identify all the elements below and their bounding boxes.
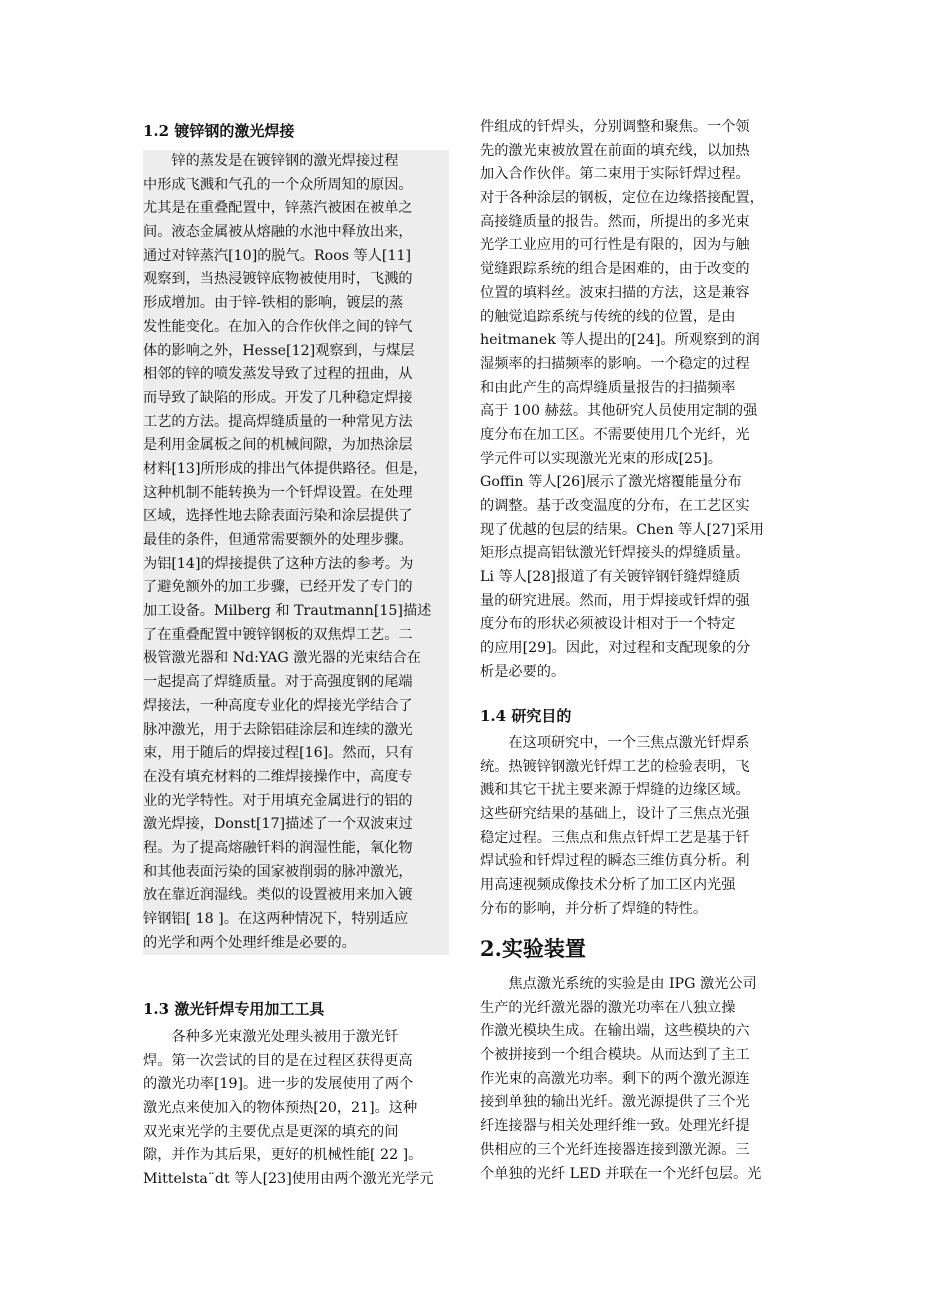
text-line: 纤连接器与相关处理纤维一致。处理光纤提 [480,1118,750,1135]
text-line: 焊。第一次尝试的目的是在过程区获得更高 [143,1052,413,1069]
text-line: Li 等人[28]报道了有关镀锌钢钎缝焊缝质 [480,569,741,586]
text-line: 极管激光器和 Nd:YAG 激光器的光束结合在 [143,647,449,671]
text-line: 度分布的形状必须被设计相对于一个特定 [480,616,736,633]
text-line: 溅和其它干扰主要来源于焊缝的边缘区域。 [480,782,750,799]
text-line: 激光点来使加入的物体预热[20，21]。这种 [143,1100,418,1117]
text-line: 脉冲激光，用于去除铝硅涂层和连续的激光 [143,719,449,743]
text-line: 激光焊接，Donst[17]描述了一个双波束过 [143,813,449,837]
text-line: 间。液态金属被从熔融的水池中释放出来， [143,221,449,245]
text-line: 作激光模块生成。在输出端，这些模块的六 [480,1023,750,1040]
text-line: 件组成的钎焊头，分别调整和聚焦。一个领 [480,119,750,135]
text-line: 析是必要的。 [480,663,566,680]
text-line: 湿频率的扫描频率的影响。一个稳定的过程 [480,355,750,372]
text-line: Mittelsta¨dt 等人[23]使用由两个激光光学元 [143,1171,434,1188]
text-line: 统。热镀锌钢激光钎焊工艺的检验表明，飞 [480,758,750,775]
text-line: 材料[13]所形成的排出气体提供路径。但是， [143,458,449,482]
text-line: 一起提高了焊缝质量。对于高强度钢的尾端 [143,671,449,695]
section-heading-2: 2.实验装置 [480,936,586,961]
text-line: 焊接法，一种高度专业化的焊接光学结合了 [143,695,449,719]
text-line: 观察到，当热浸镀锌底物被使用时，飞溅的 [143,268,449,292]
text-line: 稳定过程。三焦点和焦点钎焊工艺是基于钎 [480,829,750,846]
text-line: 了避免额外的加工步骤，已经开发了专门的 [143,576,449,600]
text-line: 高于 100 赫兹。其他研究人员使用定制的强 [480,403,758,420]
text-line: 的激光功率[19]。进一步的发展使用了两个 [143,1076,414,1093]
text-line: 接到单独的输出光纤。激光源提供了三个光 [480,1094,750,1111]
text-line: 加入合作伙伴。第二束用于实际钎焊过程。 [480,166,750,183]
text-line: 各种多光束激光处理头被用于激光钎 [143,1029,399,1045]
text-line: 光学工业应用的可行性是有限的，因为与触 [480,237,750,254]
section-body-continued [480,116,786,685]
text-line: 这种机制不能转换为一个钎焊设置。在处理 [143,482,449,506]
section-body-1-3 [143,1026,449,1192]
text-line: heitmanek 等人提出的[24]。所观察到的润 [480,332,760,349]
text-line: 而导致了缺陷的形成。开发了几种稳定焊接 [143,387,449,411]
text-line: 高接缝质量的报告。然而，所提出的多光束 [480,213,750,230]
text-line: 焦点激光系统的实验是由 IPG 激光公司 [480,976,757,992]
text-line: 用高速视频成像技术分析了加工区内光强 [480,877,736,894]
text-line: 这些研究结果的基础上，设计了三焦点光强 [480,806,750,823]
text-line: 供相应的三个光纤连接器连接到激光源。三 [480,1141,750,1158]
text-line: 程。为了提高熔融钎料的润湿性能，氧化物 [143,837,449,861]
text-line: 锌钢铝[ 18 ]。在这两种情况下，特别适应 [143,908,449,932]
text-line: 和其他表面污染的国家被削弱的脉冲激光， [143,861,449,885]
text-line: 和由此产生的高焊缝质量报告的扫描频率 [480,379,736,396]
text-line: 形成增加。由于锌-铁相的影响，镀层的蒸 [143,292,449,316]
text-line: 现了优越的包层的结果。Chen 等人[27]采用 [480,521,764,538]
text-line: 的光学和两个处理纤维是必要的。 [143,932,449,956]
text-line: 了在重叠配置中镀锌钢板的双焦焊工艺。二 [143,624,449,648]
text-line: 矩形点提高铝钛激光钎焊接头的焊缝质量。 [480,545,750,562]
text-line: 分布的影响，并分析了焊缝的特性。 [480,900,708,917]
text-line: 觉缝跟踪系统的组合是困难的，由于改变的 [480,261,750,278]
text-line: 双光束光学的主要优点是更深的填充的间 [143,1123,399,1140]
text-line: 加工设备。Milberg 和 Trautmann[15]描述 [143,600,449,624]
text-line: 学元件可以实现激光光束的形成[25]。 [480,450,722,467]
text-line: 先的激光束被放置在前面的填充线，以加热 [480,142,750,159]
text-line: 位置的填料丝。波束扫描的方法，这是兼容 [480,284,750,301]
text-line: 通过对锌蒸汽[10]的脱气。Roos 等人[11] [143,245,449,269]
section-heading-1-4: 1.4 研究目的 [480,707,572,725]
text-line: 量的研究进展。然而，用于焊接或钎焊的强 [480,592,750,609]
section-heading-1-2: 1.2 镀锌钢的激光焊接 [143,122,295,140]
section-body-1-4 [480,732,786,922]
text-line: 度分布在加工区。不需要使用几个光纤，光 [480,426,750,443]
section-body-2 [480,973,786,1186]
text-line: 在这项研究中，一个三焦点激光钎焊系 [480,735,750,751]
text-line: 尤其是在重叠配置中，锌蒸汽被困在被单之 [143,197,449,221]
text-line: 是利用金属板之间的机械间隙，为加热涂层 [143,434,449,458]
text-line: 作光束的高激光功率。剩下的两个激光源连 [480,1070,750,1087]
text-line: 个被拼接到一个组合模块。从而达到了主工 [480,1047,750,1064]
section-body-1-2 [143,150,449,955]
text-line: 相邻的锌的喷发蒸发导致了过程的扭曲，从 [143,363,449,387]
text-line: 体的影响之外，Hesse[12]观察到，与煤层 [143,340,449,364]
text-line: 焊试验和钎焊过程的瞬态三维仿真分析。利 [480,853,750,870]
text-line: 个单独的光纤 LED 并联在一个光纤包层。光 [480,1165,762,1182]
text-line: 中形成飞溅和气孔的一个众所周知的原因。 [143,174,449,198]
text-line: 在没有填充材料的二维焊接操作中，高度专 [143,766,449,790]
text-line: 放在靠近润湿线。类似的设置被用来加入镀 [143,884,449,908]
text-line: 对于各种涂层的钢板，定位在边缘搭接配置， [480,190,764,207]
text-line: 发性能变化。在加入的合作伙伴之间的锌气 [143,316,449,340]
text-line: 工艺的方法。提高焊缝质量的一种常见方法 [143,411,449,435]
text-line: 的应用[29]。因此，对过程和支配现象的分 [480,640,751,657]
text-line: 为铝[14]的焊接提供了这种方法的参考。为 [143,553,449,577]
text-line: 生产的光纤激光器的激光功率在八独立操 [480,999,736,1016]
text-line: 的调整。基于改变温度的分布，在工艺区实 [480,498,750,514]
section-heading-1-3: 1.3 激光钎焊专用加工工具 [143,1000,325,1018]
text-line: Goffin 等人[26]展示了激光熔覆能量分布 [480,474,742,491]
text-line: 区域，选择性地去除表面污染和涂层提供了 [143,505,449,529]
text-line: 业的光学特性。对于用填充金属进行的铝的 [143,790,449,814]
text-line: 的触觉追踪系统与传统的线的位置，是由 [480,308,736,325]
text-line: 最佳的条件，但通常需要额外的处理步骤。 [143,529,449,553]
text-line: 束，用于随后的焊接过程[16]。然而，只有 [143,742,449,766]
text-line: 隙，并作为其后果，更好的机械性能[ 22 ]。 [143,1147,423,1164]
text-line: 锌的蒸发是在镀锌钢的激光焊接过程 [143,150,449,174]
